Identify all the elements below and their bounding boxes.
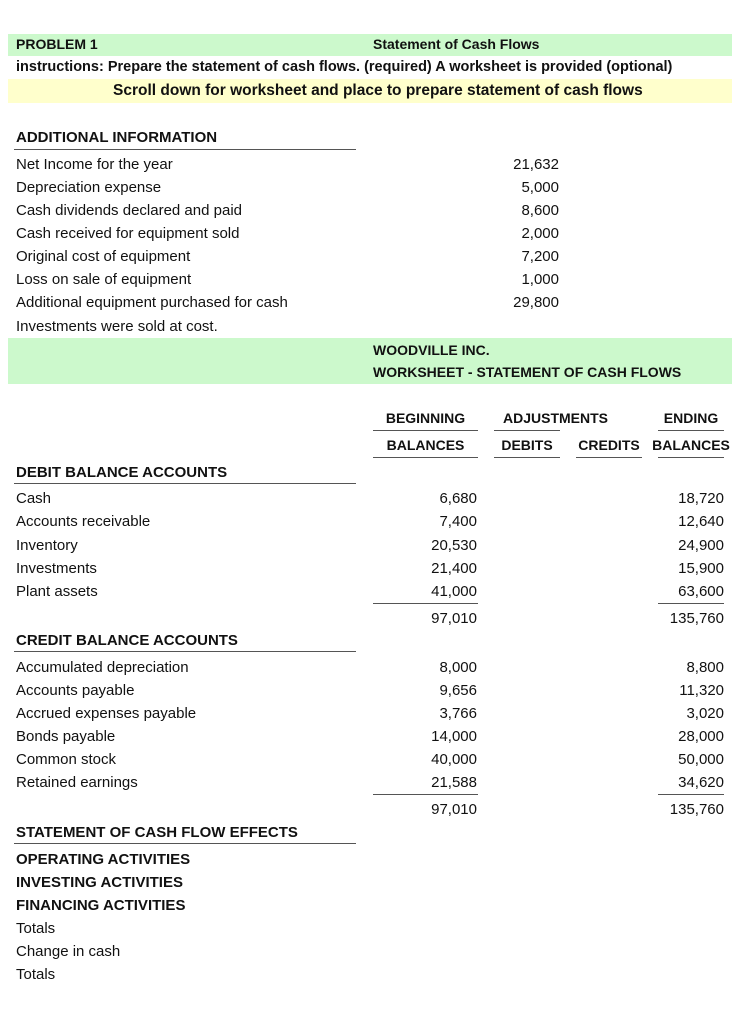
col-beginning-top-rule	[373, 430, 478, 431]
table-row-label: Accounts payable	[16, 682, 135, 699]
info-value: 8,600	[521, 202, 559, 219]
credit-accounts-rule	[14, 651, 356, 652]
financing-activities-label: FINANCING ACTIVITIES	[16, 897, 186, 914]
change-in-cash-label: Change in cash	[16, 943, 121, 960]
credit-total-beginning: 97,010	[431, 801, 477, 818]
debit-total-ending: 135,760	[669, 610, 724, 627]
info-value: 29,800	[513, 294, 559, 311]
instructions: instructions: Prepare the statement of cash flows. (required) A worksheet is provided (optional)	[16, 59, 673, 75]
table-row-label: Accounts receivable	[16, 513, 151, 530]
ending-value: 8,800	[686, 659, 724, 676]
beginning-value: 7,400	[439, 513, 477, 530]
info-label: Original cost of equipment	[16, 248, 191, 265]
col-debits-rule	[494, 457, 560, 458]
col-ending-top-rule	[658, 430, 724, 431]
debit-subtotal-rule-beginning	[373, 603, 478, 604]
problem-label: PROBLEM 1	[16, 36, 98, 52]
cash-flow-effects-title: STATEMENT OF CASH FLOW EFFECTS	[16, 824, 298, 841]
debit-subtotal-rule-ending	[658, 603, 724, 604]
beginning-value: 6,680	[439, 490, 477, 507]
ending-value: 18,720	[678, 490, 724, 507]
problem-title: Statement of Cash Flows	[373, 36, 540, 52]
problem-header-band	[8, 34, 732, 56]
ending-value: 24,900	[678, 537, 724, 554]
credit-subtotal-rule-beginning	[373, 794, 478, 795]
beginning-value: 41,000	[431, 583, 477, 600]
info-label: Net Income for the year	[16, 156, 173, 173]
debit-accounts-rule	[14, 483, 356, 484]
col-beginning-bottom: BALANCES	[386, 437, 465, 453]
table-row-label: Bonds payable	[16, 728, 116, 745]
info-value: 2,000	[521, 225, 559, 242]
col-beginning-top: BEGINNING	[385, 410, 466, 426]
col-beginning-bottom-rule	[373, 457, 478, 458]
debit-accounts-title: DEBIT BALANCE ACCOUNTS	[16, 464, 228, 481]
beginning-value: 3,766	[439, 705, 477, 722]
info-label: Cash dividends declared and paid	[16, 202, 242, 219]
col-adjustments-rule	[494, 430, 560, 431]
credit-accounts-title: CREDIT BALANCE ACCOUNTS	[16, 632, 238, 649]
debit-total-beginning: 97,010	[431, 610, 477, 627]
operating-activities-label: OPERATING ACTIVITIES	[16, 851, 191, 868]
worksheet-title: WORKSHEET - STATEMENT OF CASH FLOWS	[373, 364, 682, 380]
info-label: Additional equipment purchased for cash	[16, 294, 288, 311]
table-row-label: Common stock	[16, 751, 117, 768]
beginning-value: 21,400	[431, 560, 477, 577]
table-row-label: Accumulated depreciation	[16, 659, 189, 676]
scroll-note: Scroll down for worksheet and place to prepare statement of cash flows	[113, 82, 643, 99]
investing-activities-label: INVESTING ACTIVITIES	[16, 874, 183, 891]
info-label: Cash received for equipment sold	[16, 225, 240, 242]
table-row-label: Inventory	[16, 537, 78, 554]
cash-flow-effects-rule	[14, 843, 356, 844]
beginning-value: 40,000	[431, 751, 477, 768]
info-value: 21,632	[513, 156, 559, 173]
additional-info-rule	[14, 149, 356, 150]
additional-info-title: ADDITIONAL INFORMATION	[16, 129, 218, 146]
ending-value: 63,600	[678, 583, 724, 600]
ending-value: 34,620	[678, 774, 724, 791]
info-label: Depreciation expense	[16, 179, 162, 196]
ending-value: 3,020	[686, 705, 724, 722]
company-name: WOODVILLE INC.	[373, 342, 490, 358]
ending-value: 15,900	[678, 560, 724, 577]
beginning-value: 14,000	[431, 728, 477, 745]
info-label: Investments were sold at cost.	[16, 318, 218, 335]
info-value: 5,000	[521, 179, 559, 196]
table-row-label: Investments	[16, 560, 97, 577]
totals-label: Totals	[16, 920, 56, 937]
beginning-value: 20,530	[431, 537, 477, 554]
beginning-value: 21,588	[431, 774, 477, 791]
table-row-label: Retained earnings	[16, 774, 138, 791]
table-row-label: Plant assets	[16, 583, 98, 600]
col-debits: DEBITS	[501, 437, 553, 453]
beginning-value: 9,656	[439, 682, 477, 699]
final-totals-label: Totals	[16, 966, 56, 983]
ending-value: 28,000	[678, 728, 724, 745]
col-credits-rule	[576, 457, 642, 458]
info-value: 7,200	[521, 248, 559, 265]
col-adjustments: ADJUSTMENTS	[503, 410, 609, 426]
col-ending-bottom-rule	[658, 457, 724, 458]
col-credits: CREDITS	[578, 437, 640, 453]
ending-value: 11,320	[679, 682, 724, 699]
beginning-value: 8,000	[439, 659, 477, 676]
col-ending-top: ENDING	[663, 410, 719, 426]
ending-value: 12,640	[678, 513, 724, 530]
info-value: 1,000	[521, 271, 559, 288]
credit-subtotal-rule-ending	[658, 794, 724, 795]
credit-total-ending: 135,760	[669, 801, 724, 818]
col-ending-bottom: BALANCES	[652, 437, 730, 453]
table-row-label: Accrued expenses payable	[16, 705, 197, 722]
info-label: Loss on sale of equipment	[16, 271, 192, 288]
table-row-label: Cash	[16, 490, 52, 507]
ending-value: 50,000	[678, 751, 724, 768]
